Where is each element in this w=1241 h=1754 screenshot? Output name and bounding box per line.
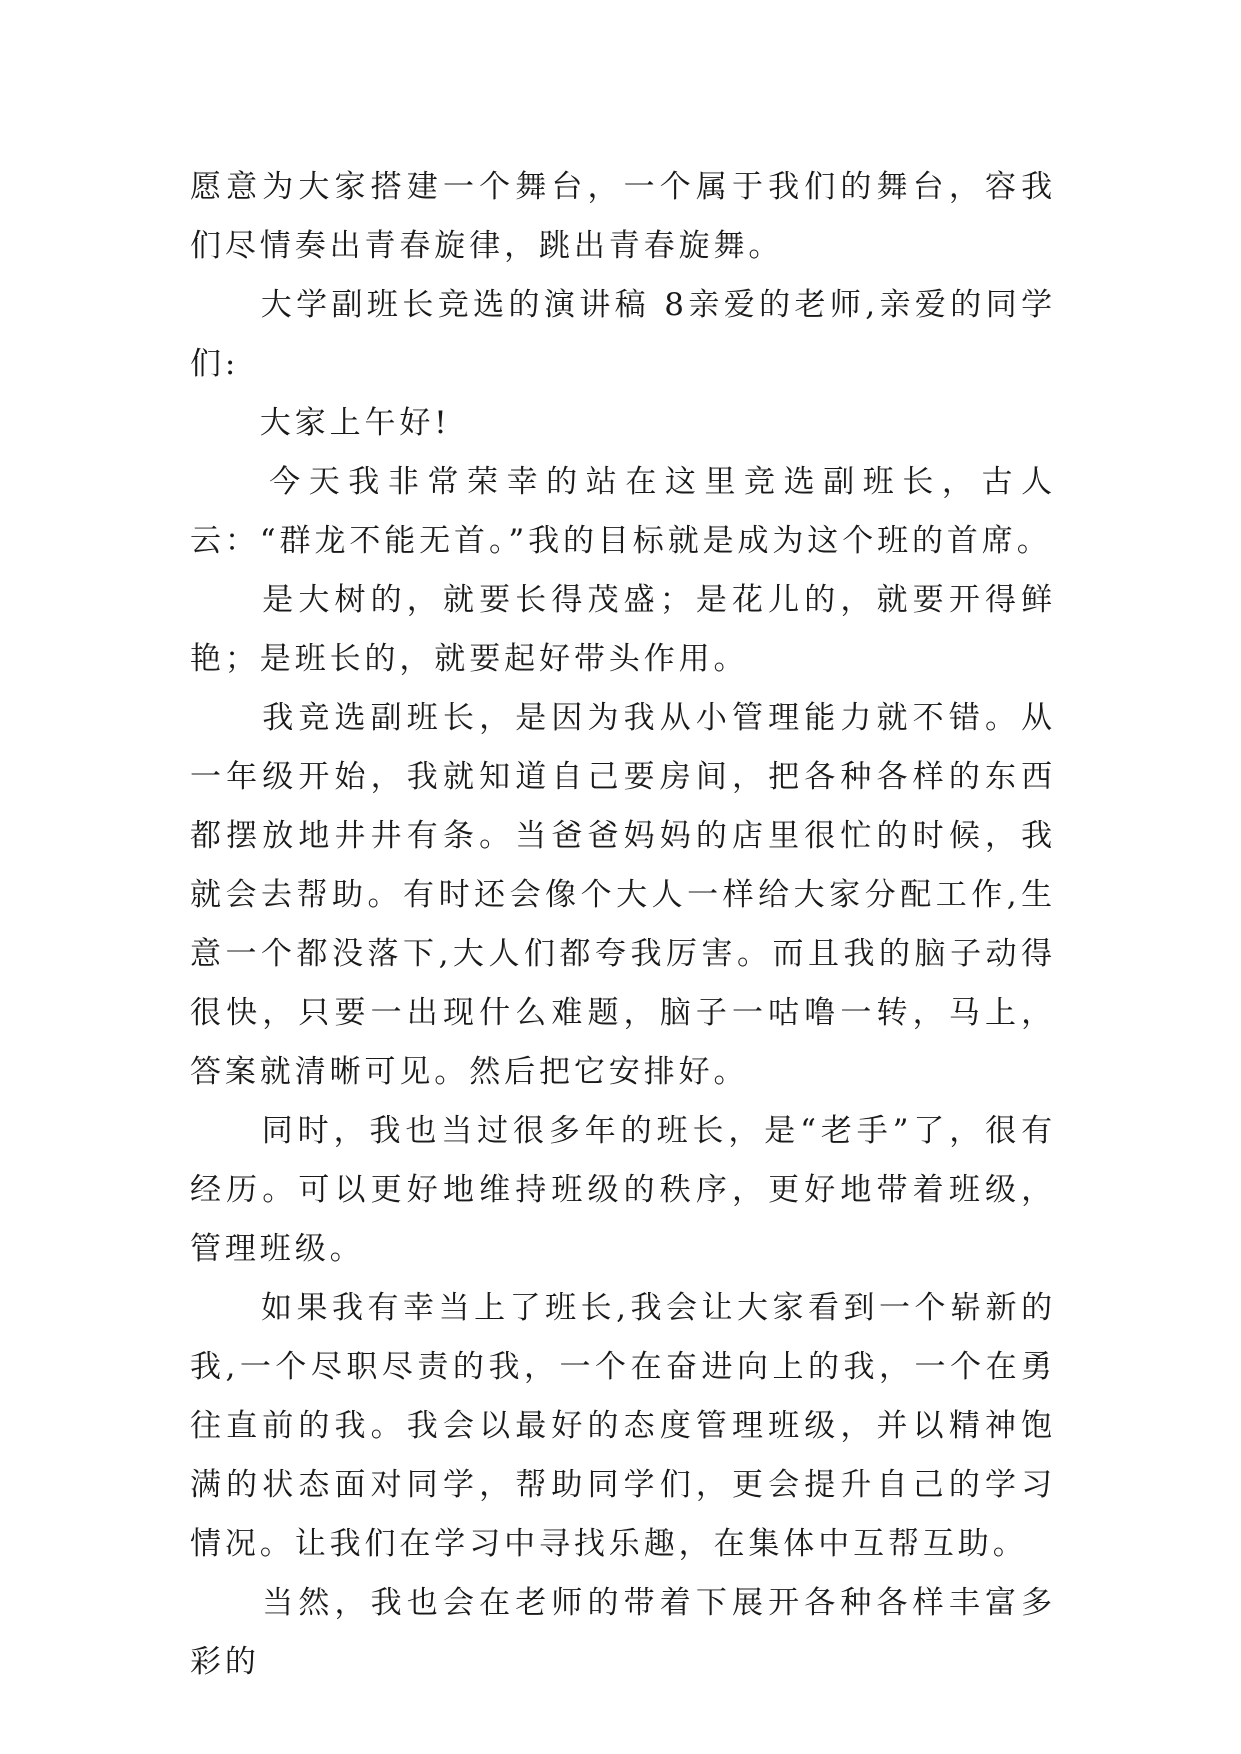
paragraph-7: 同时，我也当过很多年的班长，是“老手”了，很有经历。可以更好地维持班级的秩序，更好地带着班级，管理班级。 bbox=[190, 1113, 1056, 1267]
paragraph-1: 愿意为大家搭建一个舞台，一个属于我们的舞台，容我们尽情奏出青春旋律，跳出青春旋舞。 bbox=[190, 169, 1056, 264]
paragraph-9: 当然，我也会在老师的带着下展开各种各样丰富多彩的 bbox=[190, 1585, 1056, 1680]
paragraph-2: 大学副班长竞选的演讲稿 8亲爱的老师,亲爱的同学们: bbox=[190, 287, 1056, 382]
paragraph-6: 我竞选副班长，是因为我从小管理能力就不错。从一年级开始，我就知道自己要房间，把各种各样的东西都摆放地井井有条。当爸爸妈妈的店里很忙的时候，我就会去帮助。有时还会像个大人一样给大家分配工作,生意一个都没落下,大人们都夸我厉害。而且我的脑子动得很快，只要一出现什么难题，脑子一咕噜一转，马上，答案就清晰可见。然后把它安排好。 bbox=[190, 700, 1056, 1090]
paragraph-5: 是大树的，就要长得茂盛；是花儿的，就要开得鲜艳；是班长的，就要起好带头作用。 bbox=[190, 582, 1056, 677]
paragraph-4: 今天我非常荣幸的站在这里竞选副班长，古人云：“群龙不能无首。”我的目标就是成为这个班的首席。 bbox=[190, 464, 1056, 559]
document-body bbox=[190, 158, 1056, 1692]
paragraph-8: 如果我有幸当上了班长,我会让大家看到一个崭新的我,一个尽职尽责的我，一个在奋进向上的我，一个在勇往直前的我。我会以最好的态度管理班级，并以精神饱满的状态面对同学，帮助同学们，更会提升自己的学习情况。让我们在学习中寻找乐趣，在集体中互帮互助。 bbox=[190, 1290, 1056, 1562]
paragraph-3: 大家上午好! bbox=[190, 405, 451, 441]
